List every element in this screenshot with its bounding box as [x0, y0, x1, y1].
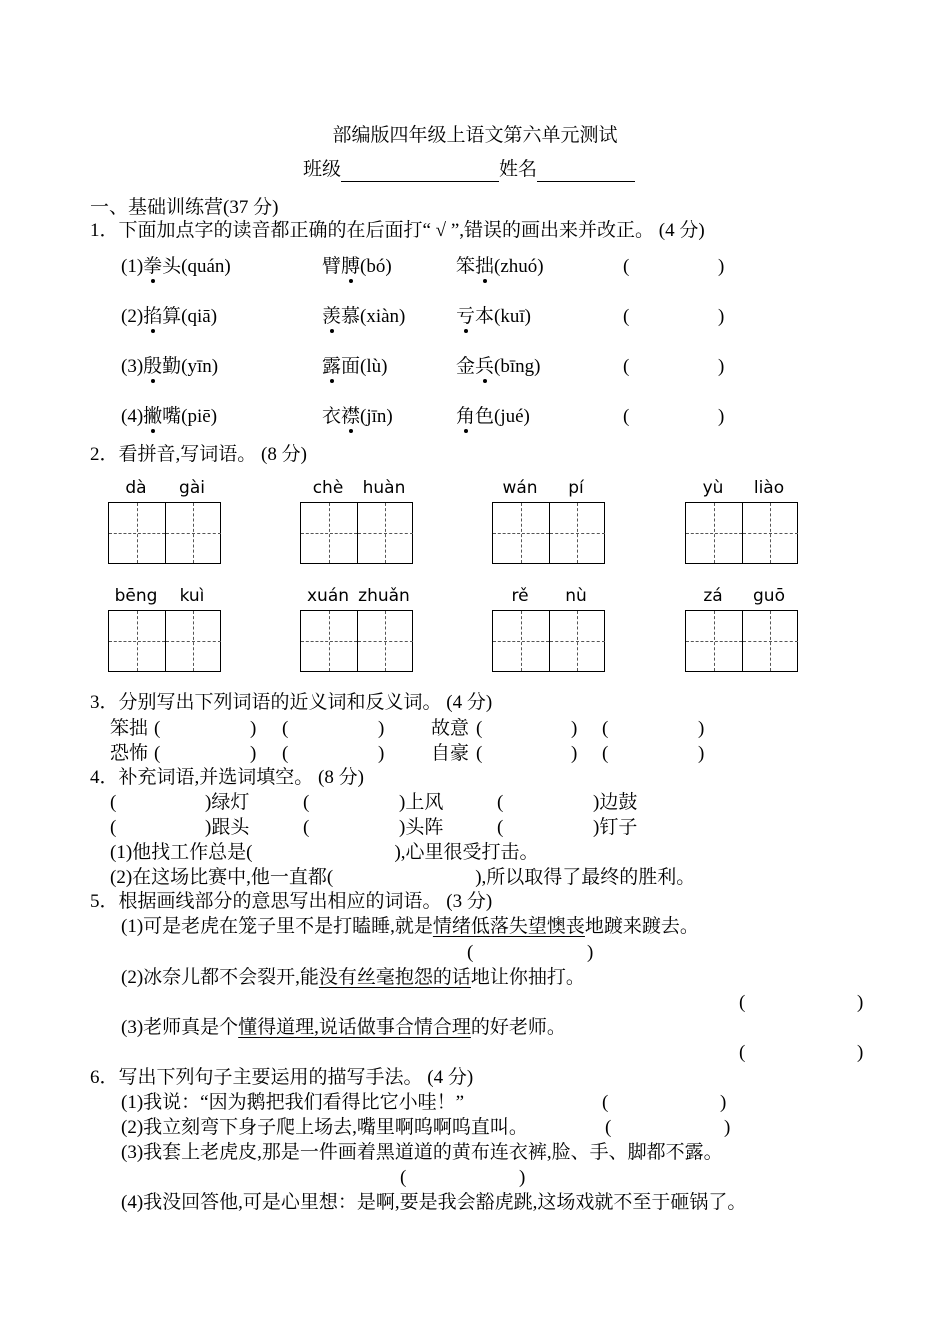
q1-word: 角色(jué) — [456, 406, 530, 427]
q4-fill-word: )钉子 — [593, 817, 638, 838]
writing-grid[interactable] — [685, 502, 798, 564]
dotted-char: 拳 — [143, 256, 163, 277]
q5-paren: ) — [857, 992, 864, 1013]
q6-paren[interactable]: ( — [400, 1167, 407, 1188]
q3-paren: ) — [571, 743, 578, 764]
grid-cell[interactable] — [301, 611, 357, 671]
q5-paren: ) — [587, 942, 594, 963]
q1-word: 亏本(kuī) — [456, 306, 531, 327]
pinyin-label: liào — [753, 478, 785, 498]
dotted-char: 角 — [456, 406, 476, 427]
q5-stem: 5．根据画线部分的意思写出相应的词语。 (3 分) — [90, 891, 493, 912]
q3-paren: ) — [250, 743, 257, 764]
q3-paren[interactable]: ( — [476, 743, 483, 764]
grid-cell[interactable] — [493, 611, 549, 671]
class-blank[interactable] — [341, 161, 499, 182]
grid-cell[interactable] — [357, 611, 413, 671]
q3-word: 故意 — [431, 718, 470, 739]
q3-paren: ) — [698, 718, 705, 739]
writing-grid[interactable] — [492, 610, 605, 672]
q6-paren: ) — [720, 1092, 727, 1113]
q1-answer-paren[interactable]: ( — [623, 306, 630, 327]
q4-paren[interactable]: ( — [110, 792, 117, 813]
dotted-char: 亏 — [456, 306, 476, 327]
pinyin-label: dà — [125, 478, 147, 498]
q5-paren[interactable]: ( — [467, 942, 474, 963]
pinyin-label: bēng — [114, 586, 158, 606]
q6-sentence-1: (1)我说：“因为鹅把我们看得比它小哇！” — [121, 1092, 465, 1113]
q5-paren: ) — [857, 1042, 864, 1063]
q1-word: (2)掐算(qiā) — [121, 306, 218, 327]
dotted-char: 掐 — [143, 306, 163, 327]
pinyin-label: gài — [179, 478, 205, 498]
q1-word: 羡慕(xiàn) — [322, 306, 406, 327]
q3-paren[interactable]: ( — [602, 743, 609, 764]
pinyin-label: guō — [753, 586, 785, 606]
q3-paren[interactable]: ( — [602, 718, 609, 739]
q1-word: 臂膊(bó) — [322, 256, 392, 277]
q5-sentence-1: (1)可是老虎在笼子里不是打瞌睡,就是情绪低落失望懊丧地踱来踱去。 — [121, 916, 699, 937]
q4-sentence-2: (2)在这场比赛中,他一直都( ),所以取得了最终的胜利。 — [110, 867, 696, 888]
dotted-char: 兵 — [475, 356, 495, 377]
grid-cell[interactable] — [165, 611, 221, 671]
writing-grid[interactable] — [492, 502, 605, 564]
grid-cell[interactable] — [165, 503, 221, 563]
writing-grid[interactable] — [300, 610, 413, 672]
grid-cell[interactable] — [549, 611, 605, 671]
q1-stem: 1．下面加点字的读音都正确的在后面打“ √ ”,错误的画出来并改正。 (4 分) — [90, 220, 705, 241]
grid-cell[interactable] — [109, 503, 165, 563]
pinyin-label: zhuǎn — [358, 586, 410, 606]
q3-paren[interactable]: ( — [476, 718, 483, 739]
q6-paren[interactable]: ( — [605, 1117, 612, 1138]
q1-answer-paren[interactable]: ( — [623, 356, 630, 377]
writing-grid[interactable] — [685, 610, 798, 672]
q3-paren[interactable]: ( — [154, 743, 161, 764]
q3-paren: ) — [250, 718, 257, 739]
q4-paren[interactable]: ( — [497, 817, 504, 838]
q3-paren[interactable]: ( — [154, 718, 161, 739]
q1-answer-paren[interactable]: ( — [623, 406, 630, 427]
q6-stem: 6．写出下列句子主要运用的描写手法。 (4 分) — [90, 1067, 474, 1088]
q6-sentence-4: (4)我没回答他,可是心里想：是啊,要是我会豁虎跳,这场戏就不至于砸锅了。 — [121, 1192, 747, 1213]
q3-paren: ) — [571, 718, 578, 739]
q4-fill-word: )跟头 — [205, 817, 250, 838]
grid-cell[interactable] — [686, 611, 742, 671]
dotted-char: 襟 — [341, 406, 361, 427]
pinyin-label: chè — [312, 478, 344, 498]
grid-cell[interactable] — [686, 503, 742, 563]
pinyin-label: pí — [568, 478, 584, 498]
q4-fill-word: )头阵 — [399, 817, 444, 838]
q4-paren[interactable]: ( — [110, 817, 117, 838]
dotted-char: 拙 — [475, 256, 495, 277]
writing-grid[interactable] — [108, 502, 221, 564]
grid-cell[interactable] — [301, 503, 357, 563]
name-blank[interactable] — [537, 161, 635, 182]
q3-paren: ) — [378, 743, 385, 764]
dotted-char: 撇 — [143, 406, 163, 427]
q6-paren: ) — [519, 1167, 526, 1188]
pinyin-label: wán — [502, 478, 538, 498]
grid-cell[interactable] — [109, 611, 165, 671]
class-name-line — [303, 158, 635, 182]
q4-fill-word: )绿灯 — [205, 792, 250, 813]
q1-word: 笨拙(zhuó) — [456, 256, 544, 277]
pinyin-label: kuì — [179, 586, 205, 606]
q4-paren[interactable]: ( — [303, 817, 310, 838]
q1-word: 金兵(bīng) — [456, 356, 541, 377]
q4-sentence-1: (1)他找工作总是( ),心里很受打击。 — [110, 842, 539, 863]
q1-answer-paren[interactable]: ( — [623, 256, 630, 277]
q6-sentence-2: (2)我立刻弯下身子爬上场去,嘴里啊呜啊呜直叫。 — [121, 1117, 528, 1138]
grid-cell[interactable] — [742, 503, 798, 563]
q4-fill-word: )边鼓 — [593, 792, 638, 813]
section-heading: 一、基础训练营(37 分) — [90, 197, 279, 218]
q1-word: 衣襟(jīn) — [322, 406, 393, 427]
q3-paren: ) — [698, 743, 705, 764]
q3-paren[interactable]: ( — [282, 743, 289, 764]
q4-stem: 4．补充词语,并选词填空。 (8 分) — [90, 767, 364, 788]
q4-paren[interactable]: ( — [303, 792, 310, 813]
pinyin-label: huàn — [362, 478, 406, 498]
grid-cell[interactable] — [493, 503, 549, 563]
q5-sentence-3: (3)老师真是个懂得道理,说话做事合情合理的好老师。 — [121, 1017, 566, 1038]
pinyin-label: xuán — [306, 586, 350, 606]
q3-word: 恐怖 — [110, 743, 149, 764]
page-title: 部编版四年级上语文第六单元测试 — [332, 125, 618, 146]
q5-sentence-2: (2)冰奈儿都不会裂开,能没有丝毫抱怨的话地让你抽打。 — [121, 967, 585, 988]
q2-stem: 2．看拼音,写词语。 (8 分) — [90, 444, 307, 465]
class-label: 班级 — [303, 159, 342, 180]
writing-grid[interactable] — [300, 502, 413, 564]
q1-word: (1)拳头(quán) — [121, 256, 231, 277]
q3-paren: ) — [378, 718, 385, 739]
grid-cell[interactable] — [549, 503, 605, 563]
q1-answer-paren: ) — [718, 256, 725, 277]
grid-cell[interactable] — [742, 611, 798, 671]
writing-grid[interactable] — [108, 610, 221, 672]
q3-word: 笨拙 — [110, 718, 149, 739]
pinyin-label: yù — [702, 478, 724, 498]
q6-sentence-3: (3)我套上老虎皮,那是一件画着黑道道的黄布连衣裤,脸、手、脚都不露。 — [121, 1142, 723, 1163]
q5-paren[interactable]: ( — [739, 1042, 746, 1063]
q4-fill-word: )上风 — [399, 792, 444, 813]
q1-answer-paren: ) — [718, 406, 725, 427]
pinyin-label: nù — [565, 586, 587, 606]
dotted-char: 膊 — [341, 256, 361, 277]
name-label: 姓名 — [499, 159, 538, 180]
q1-answer-paren: ) — [718, 306, 725, 327]
q3-paren[interactable]: ( — [282, 718, 289, 739]
pinyin-label: rě — [511, 586, 529, 606]
q5-paren[interactable]: ( — [739, 992, 746, 1013]
q1-word: (3)殷勤(yīn) — [121, 356, 219, 377]
q1-word: (4)撇嘴(piē) — [121, 406, 218, 427]
dotted-char: 露 — [322, 356, 342, 377]
q4-paren[interactable]: ( — [497, 792, 504, 813]
q3-word: 自豪 — [431, 743, 470, 764]
q6-paren: ) — [724, 1117, 731, 1138]
q1-word: 露面(lù) — [322, 356, 388, 377]
q6-paren[interactable]: ( — [602, 1092, 609, 1113]
dotted-char: 殷 — [143, 356, 163, 377]
dotted-char: 羡 — [322, 306, 342, 327]
pinyin-label: zá — [703, 586, 723, 606]
q1-answer-paren: ) — [718, 356, 725, 377]
grid-cell[interactable] — [357, 503, 413, 563]
q3-stem: 3．分别写出下列词语的近义词和反义词。 (4 分) — [90, 692, 493, 713]
